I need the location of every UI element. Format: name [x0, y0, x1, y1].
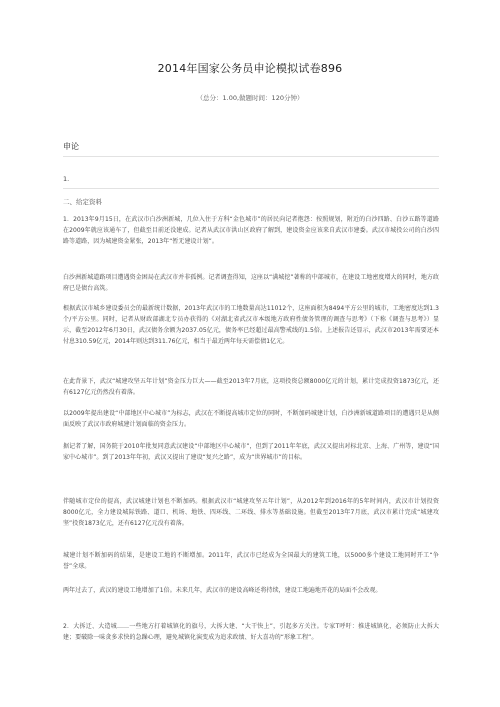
paragraph-7: 伴随城市定位的提高，武汉城建计划也不断加码。根据武汉市“城建攻坚五年计划”，从2012年到2016年的5年时间内，武汉市计划投资8000亿元，全力建设城际铁路、道口、机场、地铁、四环线、二环线、排水等基础设施。但截至2013年7月底，武汉市累计完成“城建攻坚”投资1873亿元，还有6127亿元没有着落。: [63, 498, 439, 527]
paragraph-4: 在此背景下，武汉“城建攻坚五年计划”资金压力巨大——截至2013年7月底，这项投资总额8000亿元的计划，累计完成投资1873亿元，还有6127亿元仍然没有着落。: [63, 378, 439, 396]
paragraph-6: 据记者了解，国务院于2010年批复同意武汉建设“中部地区中心城市”，但到了2011年年底，武汉又提出对标北京、上海、广州等，建设“国家中心城市”。到了2013年年初，武汉又提出了建设“复兴之路”，成为“世界城市”的目标。: [63, 443, 439, 461]
question-divider: [63, 188, 439, 189]
paragraph-1: 1．2013年9月15日，在武汉市白沙洲新城，几位入住于方科“金色城市”的居民向记者抱怨：按照规划，附近的白沙四路、白沙五路等道路在2009年就应该通车了，但截至目前还没建成。记者从武汉市洪山区政府了解到，建设资金应该来自武汉市建委。武汉市城投公司的白沙四路等道路，因为城建资金紧张，2013年“暂无建设计划”。: [63, 216, 439, 245]
paragraph-2: 白沙洲新城道路项目遭遇资金困局在武汉市并非孤例。记者调查得知，这座以“满城挖”著称的中部城市，在建设工地密度增大的同时，地方政府已是债台高筑。: [63, 274, 439, 292]
document-subtitle: （总分：1.00,做题时间：120分钟）: [196, 94, 304, 102]
question-number: 1.: [63, 175, 70, 183]
paragraph-9: 两年过去了，武汉的建设工地增加了1倍。未来几年，武汉市的建设高峰还将持续，建设工地遍地开花的局面不会改观。: [63, 587, 382, 594]
paragraph-8: 城建计划不断加码的结果，是建设工地的不断增加。2011年，武汉市已经成为全国最大的建筑工地，以5000多个建设工地同时开工“争誉”全球。: [63, 552, 439, 570]
paragraph-5: 以2009年提出建设“中部地区中心城市”为标志，武汉在不断提高城市定位的同时，不断加码城建计划，白沙洲新城道路项目的遭遇只是从侧面反映了武汉市政府城建计划面临的资金压力。: [63, 410, 439, 428]
paragraph-3: 根据武汉市城乡建设委员会的最新统计数据，2013年武汉市的工地数量高达11012个，这座面积为8494平方公里的城市，工地密度达到1.3个/平方公里。同时，记者从财政部湖北专员办获得的《对湖北省武汉市本级地方政府性债务管理的调查与思考》（下称《调查与思考》）显示，截至2012年6月30日，武汉债务余额为2037.05亿元，债务率已经超过最高警戒线的1.5倍。上述报告还显示，武汉市2013年需要还本付息310.59亿元，2014年则达到311.76亿元，相当于最近两年每天需偿债1亿元。: [63, 305, 439, 345]
section-divider: [63, 156, 439, 157]
section-heading: 申论: [63, 142, 79, 151]
paragraph-10: 2．大拆迁、大造城……一些地方打着城镇化的旗号，大拆大建、“大干快上”，引起多方关注。专家T呼吁：推进城镇化，必须防止大拆大建；要破除一味贪多求快的急躁心理，避免城镇化演变成为追求政绩、好大喜功的“形象工程”。: [63, 623, 439, 641]
document-title: 2014年国家公务员申论模拟试卷896: [157, 62, 343, 75]
material-heading: 二、给定资料: [63, 198, 102, 206]
